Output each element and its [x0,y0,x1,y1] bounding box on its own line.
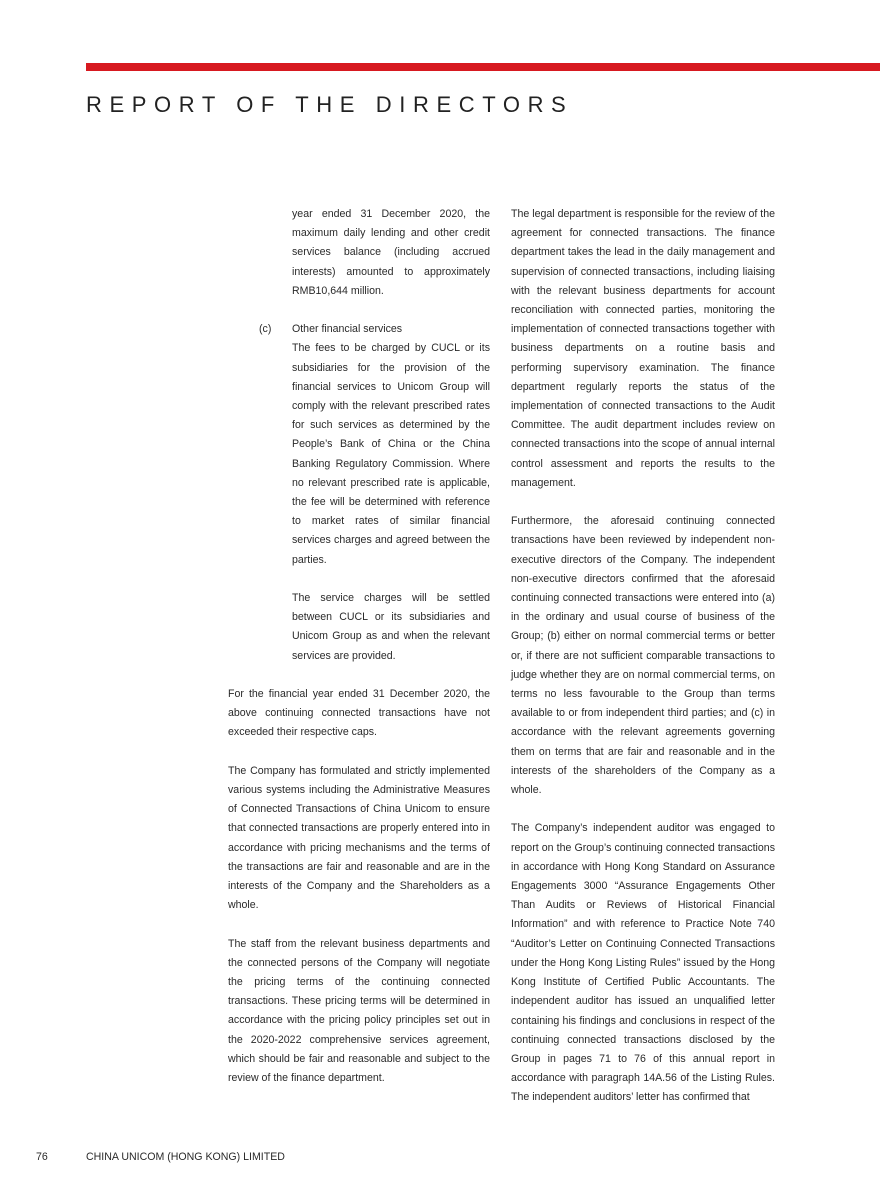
body-paragraph: The Company has formulated and strictly implemented various systems including the Administrative Measures of Connected Transactions of China Unicom to ensure that connected transactions are properly entered into in accordance with pricing mechanisms and the terms of the transactions are fair and reasonable and are in the interests of the Company and the Shareholders as a whole. [228,764,490,912]
body-paragraph: The Company’s independent auditor was engaged to report on the Group’s continuing connected transactions in accordance with Hong Kong Standard on Assurance Engagements 3000 “Assurance Engagements Other Than Audits or Reviews of Historical Financial Information” and with reference to Practice Note 740 “Auditor’s Letter on Continuing Connected Transactions under the Hong Kong Listing Rules” issued by the Hong Kong Institute of Certified Public Accountants. The independent auditor has issued an unqualified letter containing his findings and conclusions in respect of the continuing connected transactions disclosed by the Group in pages 71 to 76 of this annual report in accordance with paragraph 14A.56 of the Listing Rules. The independent auditors’ letter has confirmed that [511,822,775,1104]
list-item-paragraph: The service charges will be settled between CUCL or its subsidiaries and Unicom Group as and when the relevant services are provided. [292,592,490,662]
list-marker: (c) [259,323,272,336]
right-column [511,205,775,1127]
page-title: REPORT OF THE DIRECTORS [86,91,574,117]
page-number: 76 [36,1151,48,1163]
continuation-paragraph: year ended 31 December 2020, the maximum daily lending and other credit services balance (including accrued interests) amounted to approximately RMB10,644 million. [292,208,490,297]
list-item-paragraph: The fees to be charged by CUCL or its subsidiaries for the provision of the financial services to Unicom Group will comply with the relevant prescribed rates for such services as determined by the People’s Bank of China or the China Banking Regulatory Commission. Where no relevant prescribed rate is applicable, the fee will be determined with reference to market rates of similar financial services charges and agreed between the parties. [292,342,490,566]
left-column [228,205,490,1107]
body-paragraph: Furthermore, the aforesaid continuing connected transactions have been reviewed by independent non-executive directors of the Company. The independent non-executive directors confirmed that the aforesaid continuing connected transactions were entered into (a) in the ordinary and usual course of business of the Group; (b) either on normal commercial terms or better or, if there are not sufficient comparable transactions to judge whether they are on normal commercial terms, on terms no less favourable to the Group than terms available to or from independent third parties; and (c) in accordance with the relevant agreements governing them on terms that are fair and reasonable and in the interests of the shareholders of the Company as a whole. [511,515,775,797]
body-paragraph: The staff from the relevant business departments and the connected persons of the Company will negotiate the pricing terms of the continuing connected transactions. These pricing terms will be determined in accordance with the pricing policy principles set out in the 2020-2022 comprehensive services agreement, which should be fair and reasonable and subject to the review of the finance department. [228,937,490,1085]
body-paragraph: The legal department is responsible for the review of the agreement for connected transactions. The finance department takes the lead in the daily management and supervision of connected transactions, including liaising with the relevant business departments for account reconciliation with connected parties, monitoring the implementation of connected transactions together with business departments on a routine basis and performing supervisory examination. The finance department regularly reports the status of the implementation of connected transactions to the Audit Committee. The audit department includes review on connected transactions into the scope of annual internal control assessment and reports the results to the management. [511,208,775,489]
header-accent-bar [86,63,880,71]
list-item-c [228,320,490,666]
body-paragraph: For the financial year ended 31 December 2020, the above continuing connected transactions have not exceeded their respective caps. [228,688,490,739]
list-item-title: Other financial services [292,323,403,336]
footer-company-name: CHINA UNICOM (HONG KONG) LIMITED [86,1151,285,1163]
